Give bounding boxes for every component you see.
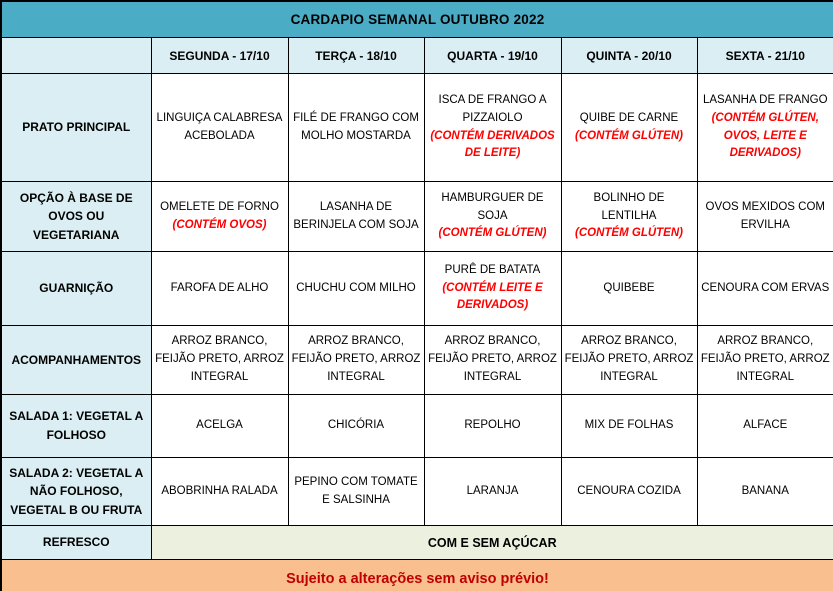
- row-header: ACOMPANHAMENTOS: [1, 326, 151, 395]
- menu-cell: [151, 326, 288, 395]
- row-header: PRATO PRINCIPAL: [1, 74, 151, 182]
- dish-name: BOLINHO DE LENTILHA: [593, 191, 665, 222]
- table-row: [1, 326, 833, 395]
- column-header: SEXTA - 21/10: [697, 38, 833, 74]
- row-header: SALADA 1: VEGETAL A FOLHOSO: [1, 395, 151, 458]
- table-foot: [1, 526, 833, 591]
- page-title: CARDAPIO SEMANAL OUTUBRO 2022: [1, 1, 833, 38]
- dish-name: HAMBURGUER DE SOJA: [441, 191, 544, 222]
- column-header-row: [1, 38, 833, 74]
- column-header: QUARTA - 19/10: [424, 38, 561, 74]
- menu-cell: [561, 182, 697, 252]
- table-row: [1, 74, 833, 182]
- column-header: QUINTA - 20/10: [561, 38, 697, 74]
- dish-name: FILÉ DE FRANGO COM MOLHO MOSTARDA: [293, 111, 419, 142]
- dish-name: CENOURA COZIDA: [577, 484, 681, 497]
- menu-cell: [561, 458, 697, 526]
- menu-cell: [561, 252, 697, 326]
- dish-name: LARANJA: [466, 484, 519, 497]
- dish-name: LINGUIÇA CALABRESA ACEBOLADA: [156, 111, 283, 142]
- dish-name: CHICÓRIA: [327, 419, 385, 432]
- allergen-note: (CONTÉM GLÚTEN): [575, 129, 683, 142]
- menu-cell: [288, 395, 424, 458]
- menu-cell: [561, 74, 697, 182]
- menu-cell: [288, 326, 424, 395]
- dish-name: ARROZ BRANCO, FEIJÃO PRETO, ARROZ INTEGRAL: [564, 335, 694, 383]
- dish-name: ISCA DE FRANGO A PIZZAIOLO: [438, 93, 547, 124]
- dish-name: MIX DE FOLHAS: [584, 419, 674, 432]
- dish-name: ARROZ BRANCO, FEIJÃO PRETO, ARROZ INTEGRAL: [428, 335, 557, 383]
- menu-cell: [151, 74, 288, 182]
- menu-cell: [561, 395, 697, 458]
- allergen-note: (CONTÉM OVOS): [172, 218, 267, 231]
- table-body: [1, 74, 833, 526]
- dish-name: REPOLHO: [464, 419, 521, 432]
- menu-cell: [424, 182, 561, 252]
- menu-cell: [697, 182, 833, 252]
- row-header: SALADA 2: VEGETAL A NÃO FOLHOSO, VEGETAL B OU FRUTA: [1, 458, 151, 526]
- menu-cell: [424, 326, 561, 395]
- menu-cell: [151, 252, 288, 326]
- menu-cell: [424, 252, 561, 326]
- dish-name: CENOURA COM ERVAS: [701, 281, 830, 294]
- dish-name: OVOS MEXIDOS COM ERVILHA: [705, 200, 825, 231]
- menu-cell: [288, 182, 424, 252]
- title-row: [1, 1, 833, 38]
- table-row: [1, 458, 833, 526]
- table-row: [1, 252, 833, 326]
- dish-name: QUIBEBE: [603, 281, 655, 294]
- dish-name: LASANHA DE BERINJELA COM SOJA: [293, 200, 419, 231]
- dish-name: ARROZ BRANCO, FEIJÃO PRETO, ARROZ INTEGRAL: [155, 335, 284, 383]
- footer-note: Sujeito a alterações sem aviso prévio!: [1, 560, 833, 591]
- menu-cell: [288, 458, 424, 526]
- allergen-note: (CONTÉM DERIVADOS DE LEITE): [430, 129, 555, 160]
- menu-cell: [151, 395, 288, 458]
- menu-cell: [424, 74, 561, 182]
- refresco-cell: COM E SEM AÇÚCAR: [151, 526, 833, 560]
- table-row: [1, 526, 833, 560]
- dish-name: FAROFA DE ALHO: [170, 281, 269, 294]
- menu-cell: [561, 326, 697, 395]
- allergen-note: (CONTÉM GLÚTEN, OVOS, LEITE E DERIVADOS): [711, 111, 819, 160]
- menu-cell: [424, 395, 561, 458]
- menu-cell: [697, 252, 833, 326]
- dish-name: PURÊ DE BATATA: [444, 263, 541, 276]
- row-header: GUARNIÇÃO: [1, 252, 151, 326]
- dish-name: PEPINO COM TOMATE E SALSINHA: [294, 475, 418, 506]
- dish-name: ACELGA: [196, 419, 243, 432]
- dish-name: LASANHA DE FRANGO: [702, 93, 828, 106]
- corner-cell: [1, 38, 151, 74]
- menu-cell: [288, 74, 424, 182]
- row-header: REFRESCO: [1, 526, 151, 560]
- dish-name: CHUCHU COM MILHO: [296, 281, 416, 294]
- dish-name: ABOBRINHA RALADA: [161, 484, 278, 497]
- table-row: [1, 395, 833, 458]
- menu-cell: [697, 326, 833, 395]
- row-header: OPÇÃO À BASE DE OVOS OU VEGETARIANA: [1, 182, 151, 252]
- menu-cell: [697, 74, 833, 182]
- dish-name: QUIBE DE CARNE: [579, 111, 679, 124]
- allergen-note: (CONTÉM GLÚTEN): [575, 227, 683, 240]
- menu-cell: [424, 458, 561, 526]
- menu-cell: [697, 395, 833, 458]
- allergen-note: (CONTÉM LEITE E DERIVADOS): [442, 281, 543, 312]
- allergen-note: (CONTÉM GLÚTEN): [438, 227, 547, 240]
- dish-name: ARROZ BRANCO, FEIJÃO PRETO, ARROZ INTEGRAL: [291, 335, 421, 383]
- menu-cell: [288, 252, 424, 326]
- table-head: [1, 1, 833, 74]
- dish-name: OMELETE DE FORNO: [160, 200, 279, 213]
- footer-row: [1, 560, 833, 591]
- dish-name: ARROZ BRANCO, FEIJÃO PRETO, ARROZ INTEGRAL: [700, 335, 830, 383]
- column-header: TERÇA - 18/10: [288, 38, 424, 74]
- column-header: SEGUNDA - 17/10: [151, 38, 288, 74]
- menu-cell: [697, 458, 833, 526]
- dish-name: BANANA: [741, 484, 789, 497]
- table-row: [1, 182, 833, 252]
- menu-cell: [151, 182, 288, 252]
- dish-name: ALFACE: [743, 419, 788, 432]
- menu-cell: [151, 458, 288, 526]
